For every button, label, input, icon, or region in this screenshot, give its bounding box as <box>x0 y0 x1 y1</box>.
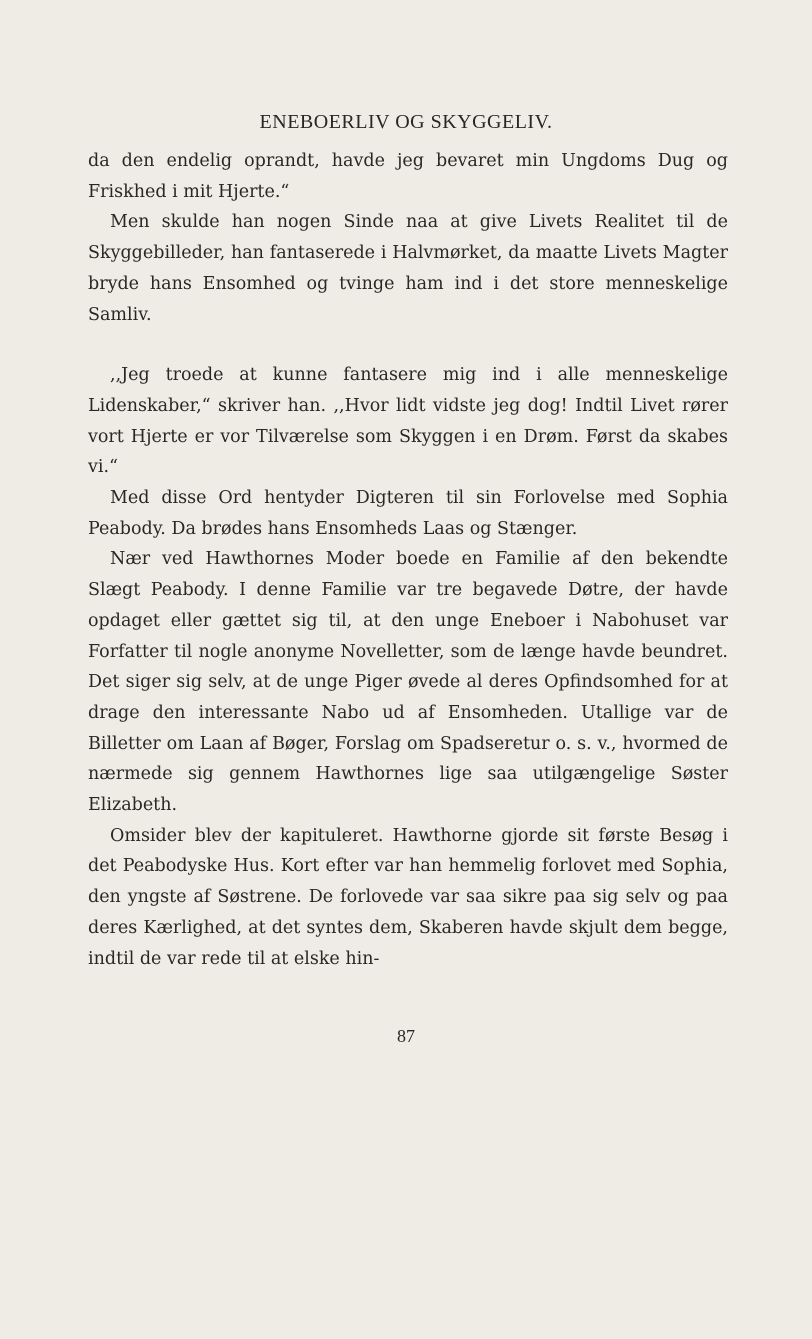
page-number: 87 <box>397 1026 415 1046</box>
paragraph: Nær ved Hawthornes Moder boede en Familie af den bekendte Slægt Peabody. I denne Familie var tre begavede Døtre, der havde opdaget eller gættet sig til, at den unge Eneboer i Nabohuset var Forfatter til nogle anonyme Novelletter, som de længe havde beundret. Det siger sig selv, at de unge Piger øvede al deres Opfindsomhed for at drage den interessante Nabo ud af Ensomheden. Utallige var de Billetter om Laan af Bøger, Forslag om Spadseretur o. s. v., hvormed de nærmede sig gennem Hawthornes lige saa utilgængelige Søster Elizabeth. <box>88 549 728 816</box>
running-title: ENEBOERLIV OG SKYGGELIV. <box>259 111 553 133</box>
paragraph: Med disse Ord hentyder Digteren til sin Forlovelse med Sophia Peabody. Da brødes hans Ensomheds Laas og Stænger. <box>88 488 728 539</box>
paragraph-continuation: da den endelig oprandt, havde jeg bevaret min Ungdoms Dug og Friskhed i mit Hjerte.“ <box>88 151 728 202</box>
body-text <box>88 146 728 974</box>
paragraph-quote: ,,Jeg troede at kunne fantasere mig ind i alle menneskelige Lidenskaber,“ skriver han. ,,Hvor lidt vidste jeg dog! Indtil Livet rører vort Hjerte er vor Tilværelse som Skyggen i en Drøm. Først da skabes vi.“ <box>88 365 728 478</box>
paragraph: Men skulde han nogen Sinde naa at give Livets Realitet til de Skyggebilleder, han fantaserede i Halvmørket, da maatte Livets Magter bryde hans Ensomhed og tvinge ham ind i det store menneskelige Samliv. <box>88 212 728 325</box>
paragraph: Omsider blev der kapituleret. Hawthorne gjorde sit første Besøg i det Peabodyske Hus. Kort efter var han hemmelig forlovet med Sophia, den yngste af Søstrene. De forlovede var saa sikre paa sig selv og paa deres Kærlighed, at det syntes dem, Skaberen havde skjult dem begge, indtil de var rede til at elske hin- <box>88 825 728 969</box>
